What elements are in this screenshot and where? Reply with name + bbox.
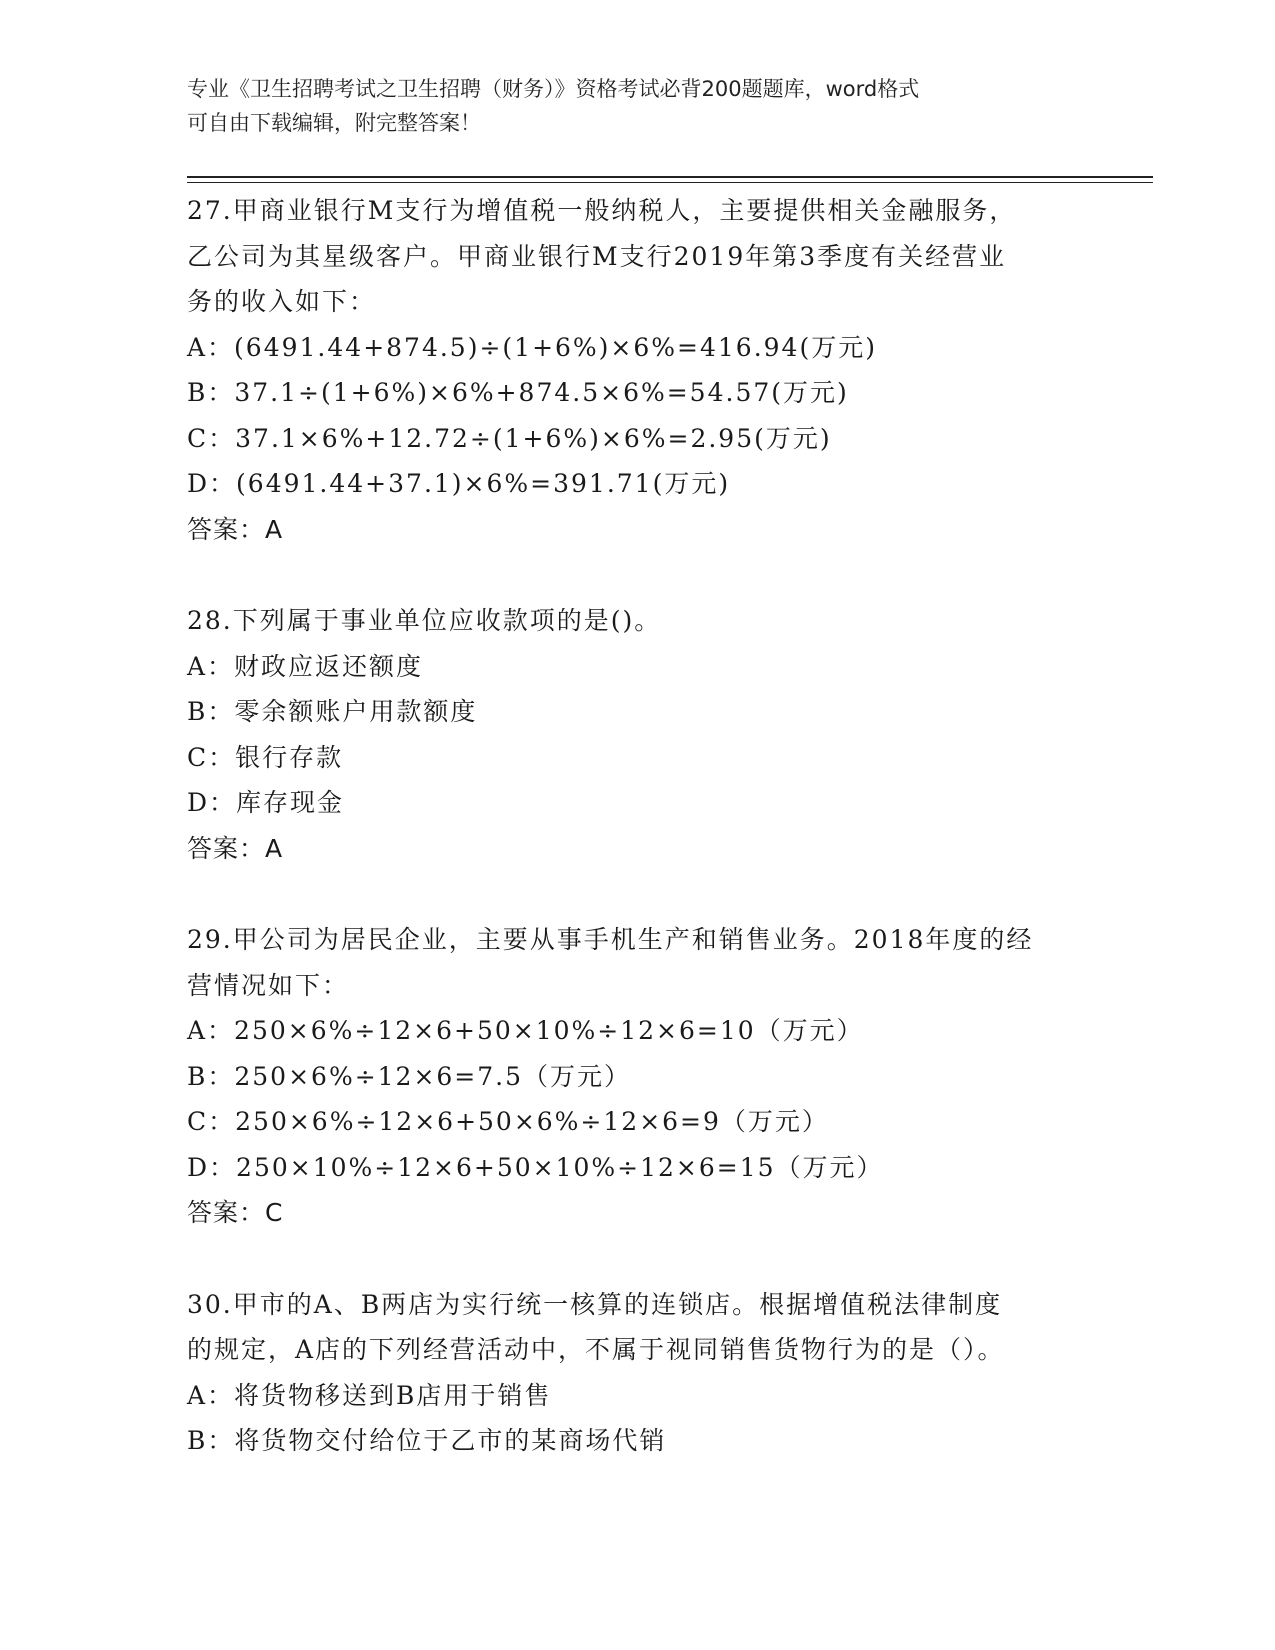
question-27 xyxy=(187,188,1107,552)
stem-line: 的规定，A店的下列经营活动中，不属于视同销售货物行为的是（）。 xyxy=(187,1335,1005,1364)
question-stem xyxy=(187,1282,1107,1373)
option-d: D：库存现金 xyxy=(187,788,345,817)
option-a: A：(6491.44+874.5)÷(1+6%)×6%=416.94(万元) xyxy=(187,332,877,362)
option-c: C：37.1×6%+12.72÷(1+6%)×6%=2.95(万元) xyxy=(187,423,832,453)
answer: 答案：A xyxy=(187,833,284,863)
option-c: C：250×6%÷12×6+50×6%÷12×6=9（万元） xyxy=(187,1107,829,1136)
answer: 答案：C xyxy=(187,1198,284,1227)
stem-line: 27.甲商业银行M支行为增值税一般纳税人，主要提供相关金融服务， xyxy=(187,196,1017,225)
header-divider-thick xyxy=(187,176,1153,178)
header-line: 可自由下载编辑，附完整答案！ xyxy=(187,111,481,135)
answer: 答案：A xyxy=(187,514,284,544)
stem-line: 28.下列属于事业单位应收款项的是()。 xyxy=(187,606,662,635)
option-a: A：250×6%÷12×6+50×10%÷12×6=10（万元） xyxy=(187,1016,864,1045)
stem-line: 务的收入如下： xyxy=(187,287,377,316)
stem-line: 30.甲市的A、B两店为实行统一核算的连锁店。根据增值税法律制度 xyxy=(187,1289,1003,1319)
stem-line: 营情况如下： xyxy=(187,970,350,1000)
option-b: B：将货物交付给位于乙市的某商场代销 xyxy=(187,1426,667,1455)
option-c: C：银行存款 xyxy=(187,742,344,772)
option-a: A：财政应返还额度 xyxy=(187,651,424,681)
question-stem xyxy=(187,917,1107,1008)
question-list xyxy=(187,188,1107,1510)
header-divider-thin xyxy=(187,182,1153,183)
question-stem xyxy=(187,598,1107,644)
option-b: B：250×6%÷12×6=7.5（万元） xyxy=(187,1061,632,1091)
question-29 xyxy=(187,917,1107,1236)
document-header xyxy=(187,72,1087,140)
stem-line: 乙公司为其星级客户。甲商业银行M支行2019年第3季度有关经营业 xyxy=(187,241,1007,271)
question-stem xyxy=(187,188,1107,325)
question-30 xyxy=(187,1282,1107,1464)
option-d: D：250×10%÷12×6+50×10%÷12×6=15（万元） xyxy=(187,1152,884,1182)
question-28 xyxy=(187,598,1107,871)
option-b: B：零余额账户用款额度 xyxy=(187,697,478,726)
header-line: 专业《卫生招聘考试之卫生招聘（财务）》资格考试必背200题题库，word格式 xyxy=(187,77,920,101)
option-a: A：将货物移送到B店用于销售 xyxy=(187,1380,552,1410)
option-d: D：(6491.44+37.1)×6%=391.71(万元) xyxy=(187,469,731,498)
option-b: B：37.1÷(1+6%)×6%+874.5×6%=54.57(万元) xyxy=(187,378,849,407)
stem-line: 29.甲公司为居民企业，主要从事手机生产和销售业务。2018年度的经 xyxy=(187,925,1034,954)
